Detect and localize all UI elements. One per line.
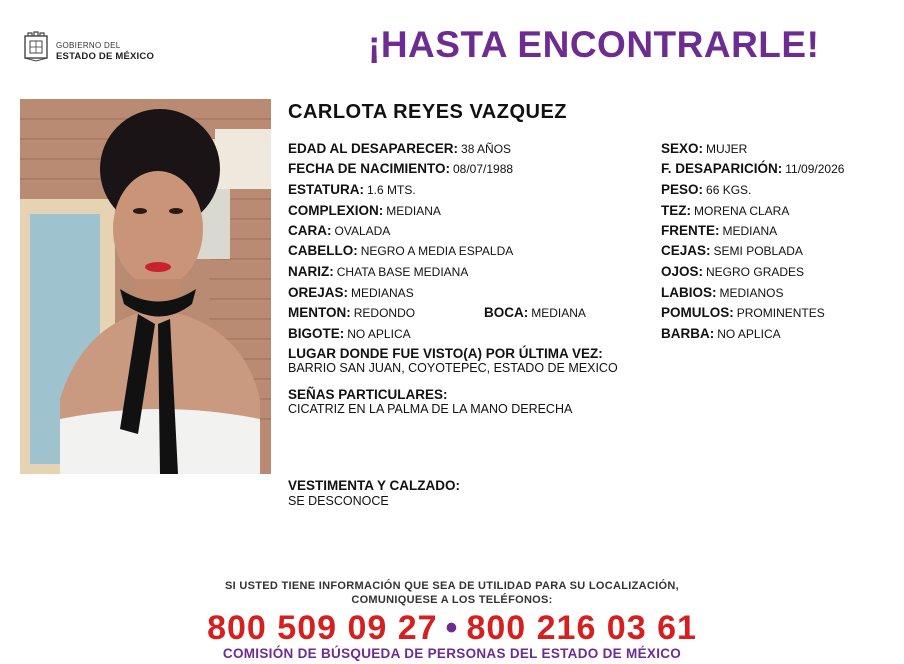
- field-label: SEXO:: [661, 141, 704, 156]
- info-line-1: SI USTED TIENE INFORMACIÓN QUE SEA DE UTILIDAD PARA SU LOCALIZACIÓN,: [225, 580, 679, 592]
- field-value: MEDIANAS: [351, 286, 414, 300]
- field-skin: [661, 203, 789, 219]
- headline: ¡HASTA ENCONTRARLE!: [368, 24, 820, 65]
- phone-number-1[interactable]: 800 509 09 27: [207, 609, 438, 647]
- field-beard: [661, 326, 781, 342]
- field-label: FECHA DE NACIMIENTO:: [288, 161, 450, 176]
- government-logo: [22, 30, 172, 64]
- field-height: [288, 182, 416, 198]
- field-value: MEDIANA: [386, 204, 441, 218]
- field-label: POMULOS:: [661, 305, 734, 320]
- field-sex: [661, 141, 747, 157]
- last-seen-label: LUGAR DONDE FUE VISTO(A) POR ÚLTIMA VEZ:: [288, 346, 603, 361]
- field-label: BOCA:: [484, 305, 529, 320]
- field-value: MEDIANA: [531, 306, 586, 320]
- field-disappearance-date: [661, 161, 844, 177]
- field-hair: [288, 243, 513, 259]
- field-label: TEZ:: [661, 203, 691, 218]
- field-value: OVALADA: [334, 224, 391, 238]
- phone-numbers: [0, 609, 904, 648]
- field-value: CHATA BASE MEDIANA: [336, 265, 469, 279]
- field-label: FRENTE:: [661, 223, 720, 238]
- person-photo: [20, 99, 271, 474]
- field-label: CEJAS:: [661, 243, 711, 258]
- field-label: OJOS:: [661, 264, 704, 279]
- field-value: 08/07/1988: [453, 162, 514, 176]
- field-value: NEGRO GRADES: [706, 265, 805, 279]
- field-label: CARA:: [288, 223, 332, 238]
- field-label: BARBA:: [661, 326, 715, 341]
- field-mustache: [288, 326, 411, 342]
- field-value: REDONDO: [353, 306, 416, 320]
- field-value: NEGRO A MEDIA ESPALDA: [360, 244, 514, 258]
- field-value: NO APLICA: [717, 327, 781, 341]
- field-value: NO APLICA: [347, 327, 411, 341]
- field-value: MEDIANA: [722, 224, 778, 238]
- field-age: [288, 141, 511, 157]
- field-value: 1.6 MTS.: [367, 183, 416, 197]
- field-eyes: [661, 264, 804, 280]
- field-birthdate: [288, 161, 513, 177]
- field-mouth: [484, 305, 586, 321]
- field-value: PROMINENTES: [736, 306, 825, 320]
- field-label: OREJAS:: [288, 285, 349, 300]
- distinguishing-marks-label: SEÑAS PARTICULARES:: [288, 387, 448, 402]
- field-value: 38 AÑOS: [461, 142, 512, 156]
- distinguishing-marks-value: CICATRIZ EN LA PALMA DE LA MANO DERECHA: [288, 402, 573, 416]
- field-label: MENTON:: [288, 305, 351, 320]
- field-build: [288, 203, 441, 219]
- field-chin: [288, 305, 415, 321]
- state-seal-icon: [22, 30, 50, 62]
- field-forehead: [661, 223, 777, 239]
- field-value: SEMI POBLADA: [713, 244, 803, 258]
- field-nose: [288, 264, 468, 280]
- field-eyebrows: [661, 243, 803, 259]
- field-label: BIGOTE:: [288, 326, 345, 341]
- field-label: EDAD AL DESAPARECER:: [288, 141, 459, 156]
- field-value: 66 KGS.: [706, 183, 752, 197]
- field-value: MORENA CLARA: [694, 204, 790, 218]
- field-label: COMPLEXION:: [288, 203, 384, 218]
- commission-name: COMISIÓN DE BÚSQUEDA DE PERSONAS DEL ESTADO DE MÉXICO: [222, 646, 682, 661]
- field-value: MEDIANOS: [719, 286, 784, 300]
- field-label: CABELLO:: [288, 243, 358, 258]
- field-lips: [661, 285, 784, 301]
- phone-number-2[interactable]: 800 216 03 61: [466, 609, 697, 647]
- logo-line-2: ESTADO DE MÉXICO: [56, 51, 155, 62]
- info-line-2: COMUNIQUESE A LOS TELÉFONOS:: [351, 594, 553, 606]
- clothing-value: SE DESCONOCE: [288, 494, 389, 508]
- phone-separator: •: [445, 609, 459, 647]
- clothing-label: VESTIMENTA Y CALZADO:: [288, 478, 461, 493]
- field-label: LABIOS:: [661, 285, 717, 300]
- last-seen-value: BARRIO SAN JUAN, COYOTEPEC, ESTADO DE MEXICO: [288, 361, 618, 375]
- field-label: NARIZ:: [288, 264, 334, 279]
- person-name: CARLOTA REYES VAZQUEZ: [288, 101, 568, 123]
- field-label: F. DESAPARICIÓN:: [661, 161, 783, 176]
- field-value: MUJER: [706, 142, 748, 156]
- field-cheekbones: [661, 305, 825, 321]
- logo-line-1: GOBIERNO DEL: [56, 41, 121, 50]
- field-weight: [661, 182, 751, 198]
- field-face: [288, 223, 390, 239]
- field-label: PESO:: [661, 182, 704, 197]
- field-ears: [288, 285, 414, 301]
- field-value: 11/09/2026: [785, 162, 845, 176]
- field-label: ESTATURA:: [288, 182, 364, 197]
- photo-illustration: [20, 99, 271, 474]
